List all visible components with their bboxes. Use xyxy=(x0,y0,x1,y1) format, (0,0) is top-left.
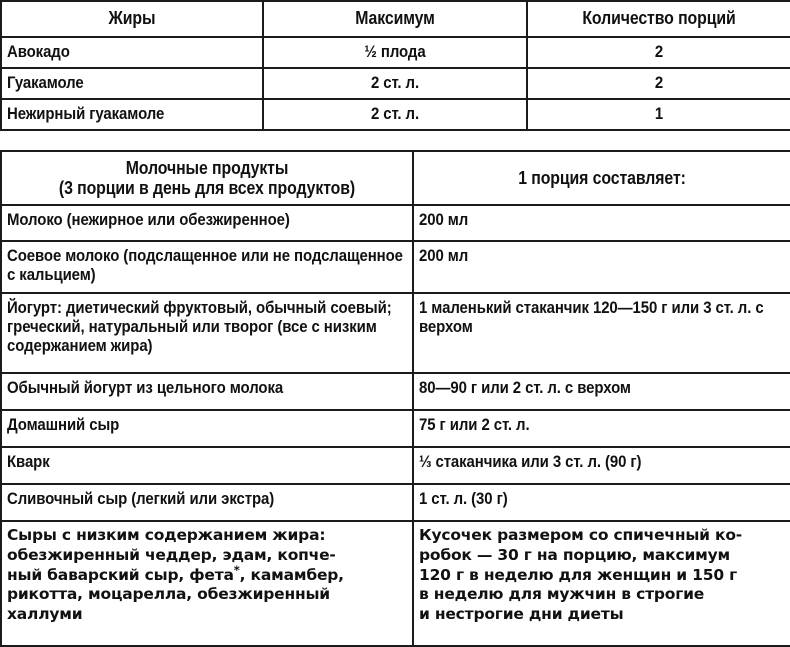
cheese-portion-line5: и нестрогие дни диеты xyxy=(419,605,624,624)
cell-servings xyxy=(527,37,790,68)
table-row xyxy=(1,205,790,241)
portion-text: 1 маленький стаканчик 120—150 г или 3 ст. л. с верхом xyxy=(419,298,764,337)
cell-servings xyxy=(527,68,790,99)
cell-food-name xyxy=(1,37,263,68)
column-header-maximum xyxy=(263,1,527,37)
fats-table-body xyxy=(1,37,790,130)
servings-text: 2 xyxy=(654,42,664,62)
fats-table xyxy=(0,0,790,131)
low-fat-cheese-line4: рикотта, моцарелла, обезжиренный xyxy=(7,585,330,604)
portion-text: 75 г или 2 ст. л. xyxy=(419,415,530,434)
table-row xyxy=(1,484,790,521)
cell-maximum xyxy=(263,99,527,130)
table-row xyxy=(1,447,790,484)
low-fat-cheese-line2: обезжиренный чеддер, эдам, копче- xyxy=(7,545,336,564)
cell-food-name xyxy=(1,484,413,521)
low-fat-cheese-line1: Сыры с низким содержанием жира: xyxy=(7,526,326,544)
table-row xyxy=(1,99,790,130)
servings-text: 2 xyxy=(654,73,664,93)
cell-portion xyxy=(413,447,790,484)
table-row xyxy=(1,410,790,447)
portion-text: 200 мл xyxy=(419,246,469,265)
dairy-table-container xyxy=(0,150,790,647)
cell-portion xyxy=(413,410,790,447)
column-header-fats xyxy=(1,1,263,37)
food-name-text: Обычный йогурт из цельного молока xyxy=(7,378,284,397)
dairy-header-line1: Молочные продукты xyxy=(125,157,289,178)
low-fat-cheese-line3a: ный баварский сыр, фета xyxy=(7,565,234,584)
cell-portion xyxy=(413,241,790,293)
cell-portion xyxy=(413,373,790,410)
table-header-row xyxy=(1,151,790,205)
cell-portion xyxy=(413,205,790,241)
fats-table-container xyxy=(0,0,790,131)
food-name-text: Соевое молоко (подслащенное или не подслащенное с кальцием) xyxy=(7,246,403,285)
cell-portion xyxy=(413,293,790,373)
column-header-dairy-products xyxy=(1,151,413,205)
fats-table-head xyxy=(1,1,790,37)
food-name-text: Нежирный гуакамоле xyxy=(7,104,165,124)
cell-food-name xyxy=(1,99,263,130)
cell-food-name xyxy=(1,410,413,447)
low-fat-cheese-line5: халлуми xyxy=(7,605,83,624)
food-name-text: Кварк xyxy=(7,452,50,471)
cell-food-name xyxy=(1,68,263,99)
cell-food-name xyxy=(1,521,413,646)
food-name-text: Йогурт: диетический фруктовый, обычный соевый; греческий, натуральный или творог (все с низким содержанием жира) xyxy=(7,298,392,356)
dairy-header-line2: (3 порции в день для всех продуктов) xyxy=(58,178,356,198)
food-name-text: Молоко (нежирное или обезжиренное) xyxy=(7,210,290,229)
portion-text: 200 мл xyxy=(419,210,469,229)
column-header-servings xyxy=(527,1,790,37)
food-name-text: Гуакамоле xyxy=(7,73,84,93)
portion-text: ⅓ стаканчика или 3 ст. л. (90 г) xyxy=(419,452,642,471)
cell-servings xyxy=(527,99,790,130)
table-row xyxy=(1,521,790,646)
cheese-portion-line4: в неделю для мужчин в строгие xyxy=(419,585,705,604)
maximum-text: ½ плода xyxy=(364,42,426,62)
table-row xyxy=(1,241,790,293)
dairy-table xyxy=(0,150,790,647)
table-row xyxy=(1,68,790,99)
cell-food-name xyxy=(1,373,413,410)
table-row xyxy=(1,37,790,68)
cell-food-name xyxy=(1,447,413,484)
food-name-text: Авокадо xyxy=(7,42,70,62)
one-portion-header-label: 1 порция составляет: xyxy=(518,167,686,188)
maximum-text: 2 ст. л. xyxy=(370,104,420,124)
cheese-portion-line2: робок — 30 г на порцию, максимум xyxy=(419,545,730,564)
column-header-one-portion xyxy=(413,151,790,205)
cell-food-name xyxy=(1,293,413,373)
column-header-maximum-label: Максимум xyxy=(355,8,435,29)
cheese-portion-line1: Кусочек размером со спичечный ко- xyxy=(419,526,743,544)
food-name-text: Сливочный сыр (легкий или экстра) xyxy=(7,489,275,508)
portion-text: 1 ст. л. (30 г) xyxy=(419,489,508,508)
cell-food-name xyxy=(1,205,413,241)
footnote-asterisk: * xyxy=(233,562,240,577)
cheese-portion-line3: 120 г в неделю для женщин и 150 г xyxy=(419,565,737,584)
column-header-fats-label: Жиры xyxy=(108,8,156,29)
table-header-row xyxy=(1,1,790,37)
cell-maximum xyxy=(263,37,527,68)
table-row xyxy=(1,293,790,373)
food-name-text: Домашний сыр xyxy=(7,415,120,434)
cell-portion xyxy=(413,484,790,521)
cell-maximum xyxy=(263,68,527,99)
table-row xyxy=(1,373,790,410)
cell-food-name xyxy=(1,241,413,293)
maximum-text: 2 ст. л. xyxy=(370,73,420,93)
dairy-table-body xyxy=(1,205,790,646)
low-fat-cheese-line3b: , камамбер, xyxy=(239,565,344,584)
cell-portion xyxy=(413,521,790,646)
column-header-servings-label: Количество порций xyxy=(582,8,736,29)
portion-text: 80—90 г или 2 ст. л. с верхом xyxy=(419,378,631,397)
servings-text: 1 xyxy=(654,104,664,124)
dairy-table-head xyxy=(1,151,790,205)
